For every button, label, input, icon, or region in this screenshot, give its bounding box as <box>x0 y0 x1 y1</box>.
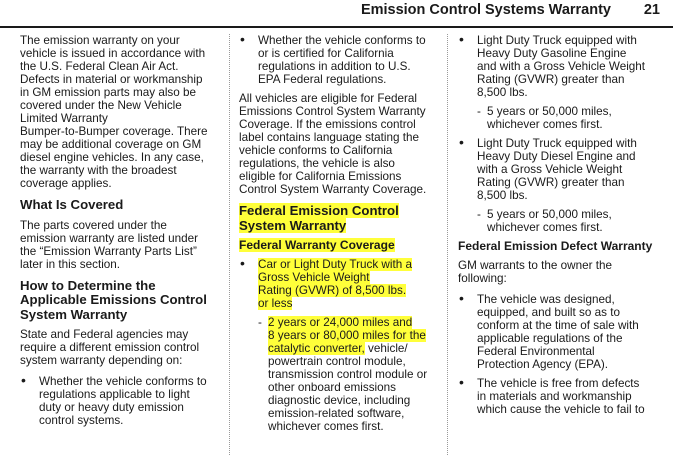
highlighted-heading-line: Federal Emission Control <box>239 203 399 218</box>
determine-warranty-heading <box>20 279 225 323</box>
text-line: regulations applicable to light <box>39 388 190 401</box>
text-line: Emissions Control System Warranty <box>239 105 426 118</box>
text-line: covered under the New Vehicle <box>20 99 182 112</box>
text-line: Federal Environmental <box>477 345 595 358</box>
bullet-list <box>458 137 664 202</box>
text-line: Coverage. If the emissions control <box>239 118 416 131</box>
text-line: require a different emission control <box>20 341 200 354</box>
text-line: EPA Federal regulations. <box>258 73 387 86</box>
text-line: eligible for California Emissions <box>239 170 402 183</box>
text-line: control systems. <box>39 414 124 427</box>
header-title: Emission Control Systems Warranty <box>360 2 611 18</box>
text-line: 8,500 lbs. <box>477 86 528 99</box>
text-line: diagnostic device, including <box>268 394 411 407</box>
highlighted-heading: Federal Warranty Coverage <box>239 238 395 252</box>
heading-line: Applicable Emissions Control <box>20 292 207 307</box>
text-line: may be additional coverage on GM <box>20 138 202 151</box>
text-line: Defects in material or workmanship <box>20 73 203 86</box>
heading-line: How to Determine the <box>20 277 156 293</box>
text-line: in materials and workmanship <box>477 390 632 403</box>
text-line: Heavy Duty Diesel Engine and <box>477 150 636 163</box>
federal-coverage-heading <box>239 239 444 252</box>
what-is-covered-paragraph <box>20 219 225 271</box>
text-line: regulations, the vehicle is also <box>239 157 395 170</box>
text-line: All vehicles are eligible for Federal <box>239 92 417 105</box>
text-line: powertrain control module, <box>268 355 406 368</box>
text-line: The emission warranty on your <box>20 34 180 47</box>
column-divider <box>447 34 448 455</box>
sub-item <box>458 208 664 234</box>
text-line: Control System Warranty Coverage. <box>239 183 427 196</box>
bullet-list <box>458 34 664 99</box>
text-line: • The vehicle is free from defects <box>477 377 640 390</box>
bullet-list <box>20 375 225 427</box>
highlighted-text-line: or less <box>258 297 293 310</box>
text-line: whichever comes first. <box>487 118 603 131</box>
list-item <box>458 293 664 371</box>
list-item <box>239 258 444 310</box>
list-item <box>20 375 225 427</box>
text-line: label contains language stating the <box>239 131 419 144</box>
sub-item <box>239 316 444 433</box>
text-line: 8,500 lbs. <box>477 189 528 202</box>
text-line: • The vehicle was designed, <box>477 293 615 306</box>
text-line: Rating (GVWR) greater than <box>477 176 625 189</box>
highlighted-text-line: Rating (GVWR) of 8,500 lbs. <box>258 284 407 297</box>
text-line: Heavy Duty Gasoline Engine <box>477 47 627 60</box>
bullet-list <box>458 293 664 416</box>
highlighted-text-line: catalytic converter, <box>268 342 365 355</box>
text-line: • Whether the vehicle conforms to <box>258 34 426 47</box>
heading-line: System Warranty <box>20 306 128 322</box>
text-line: vehicle conforms to California <box>239 144 393 157</box>
page-header <box>0 0 673 30</box>
list-item <box>458 137 664 202</box>
determine-warranty-paragraph <box>20 328 225 367</box>
text-line: in GM emission parts may also be <box>20 86 197 99</box>
text-line: coverage applies. <box>20 177 112 190</box>
dash-marker: - <box>477 208 481 221</box>
text-line: the warranty with the broadest <box>20 164 177 177</box>
text-line: equipped, and built so as to <box>477 306 620 319</box>
text-line: diesel engine vehicles. In any case, <box>20 151 204 164</box>
defect-warranty-paragraph <box>458 259 664 285</box>
text-line: other onboard emissions <box>268 381 396 394</box>
list-item <box>458 34 664 99</box>
text-line: following: <box>458 272 507 285</box>
defect-warranty-heading: Federal Emission Defect Warranty <box>458 239 653 253</box>
text-line: the “Emission Warranty Parts List” <box>20 244 197 258</box>
text-line: Bumper-to-Bumper coverage. There <box>20 125 208 138</box>
bullet-list <box>239 34 444 86</box>
highlighted-text-line: 2 years or 24,000 miles and <box>268 316 413 329</box>
text-line: 5 years or 50,000 miles, <box>487 105 612 118</box>
text-line: • Light Duty Truck equipped with <box>477 34 637 47</box>
highlighted-heading-line: System Warranty <box>239 217 347 233</box>
bullet-list <box>239 258 444 310</box>
text-line: • Light Duty Truck equipped with <box>477 137 637 150</box>
text-line: with a Gross Vehicle Weight <box>477 163 623 176</box>
text-line: the U.S. Federal Clean Air Act. <box>20 60 179 73</box>
highlighted-text-line: Car or Light Duty Truck with a <box>258 258 412 271</box>
text-line: The parts covered under the <box>20 218 167 232</box>
text-line: GM warrants to the owner the <box>458 259 612 272</box>
text-line: applicable regulations of the <box>477 332 623 345</box>
dash-marker: - <box>477 105 481 118</box>
list-item <box>458 377 664 416</box>
intro-paragraph <box>20 34 225 190</box>
text-line: which cause the vehicle to fail to <box>477 403 645 416</box>
text-line: and with a Gross Vehicle Weight <box>477 60 646 73</box>
text-line: system warranty depending on: <box>20 354 183 367</box>
text-line: whichever comes first. <box>487 221 603 234</box>
text-line: transmission control module or <box>268 368 428 381</box>
column-1 <box>20 34 225 433</box>
text-fragment: vehicle/ <box>364 342 408 355</box>
text-line: vehicle is issued in accordance with <box>20 47 206 60</box>
highlighted-text-line: 8 years or 80,000 miles for the <box>268 329 426 342</box>
federal-emission-heading <box>239 204 444 233</box>
text-line: 5 years or 50,000 miles, <box>487 208 612 221</box>
text-line: duty or heavy duty emission <box>39 401 184 414</box>
text-line: whichever comes first. <box>268 420 384 433</box>
text-line: Protection Agency (EPA). <box>477 358 609 371</box>
text-line: Limited Warranty <box>20 112 108 125</box>
text-line: or is certified for California <box>258 47 394 60</box>
text-line: conform at the time of sale with <box>477 319 639 332</box>
column-2 <box>239 34 444 439</box>
text-line: later in this section. <box>20 257 121 271</box>
text-line: regulations in addition to U.S. <box>258 60 411 73</box>
text-line: State and Federal agencies may <box>20 328 189 341</box>
column-3 <box>458 34 664 422</box>
text-line: emission-related software, <box>268 407 405 420</box>
text-line: • Whether the vehicle conforms to <box>39 375 207 388</box>
what-is-covered-heading: What Is Covered <box>20 197 124 212</box>
list-item <box>239 34 444 86</box>
page-number: 21 <box>643 2 660 18</box>
eligibility-paragraph <box>239 92 444 196</box>
header-rule <box>0 26 673 28</box>
text-line: emission warranty are listed under <box>20 231 198 245</box>
text-line: Rating (GVWR) greater than <box>477 73 625 86</box>
sub-item <box>458 105 664 131</box>
dash-marker: - <box>258 316 262 329</box>
highlighted-text-line: Gross Vehicle Weight <box>258 271 370 284</box>
column-divider <box>229 34 230 455</box>
